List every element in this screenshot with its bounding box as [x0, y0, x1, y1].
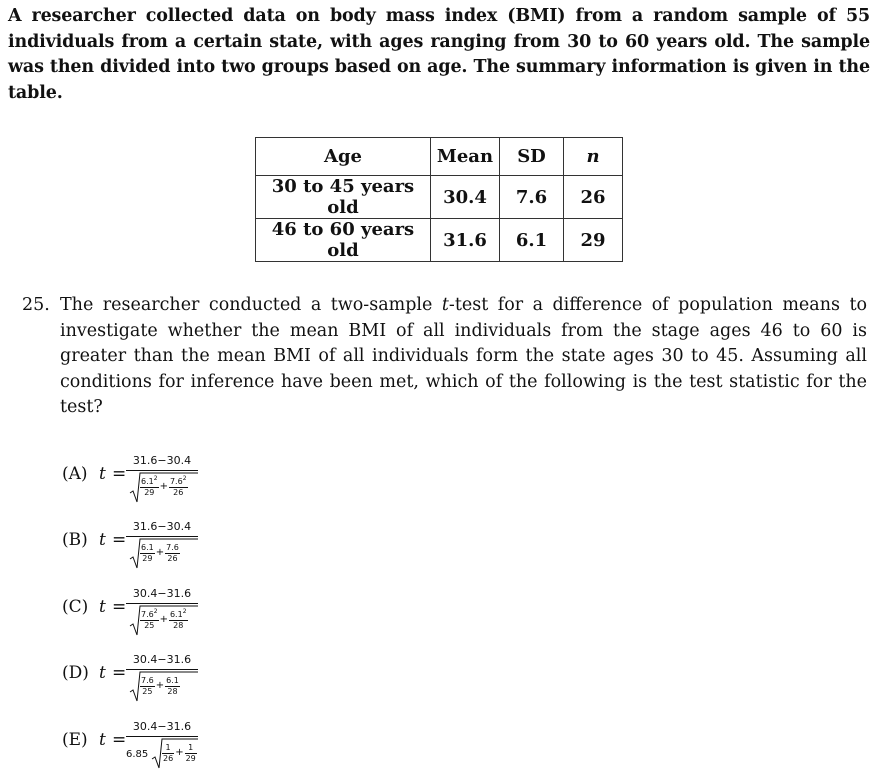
term-a-top: 6.1: [141, 543, 154, 552]
term-a-top: 6.1: [141, 477, 154, 486]
cell-sd: 6.1: [500, 219, 564, 262]
cell-age: 46 to 60 years old: [256, 219, 431, 262]
pooled-coefficient: 6.85: [126, 749, 149, 760]
table-row: [256, 176, 623, 219]
fraction-denominator: [126, 471, 198, 505]
choice-label: (E): [62, 730, 88, 750]
variance-term-b: [169, 607, 188, 631]
variance-term-b: [185, 740, 197, 764]
plus-sign: +: [175, 746, 184, 758]
fraction-numerator: 30.4−31.6: [132, 720, 192, 733]
radicand: [140, 540, 180, 564]
equals-sign: =: [112, 730, 127, 750]
fraction-numerator: 30.4−31.6: [132, 653, 192, 666]
term-a-exponent: 2: [153, 608, 158, 615]
choice-label: (C): [62, 597, 89, 617]
variance-term-b: [165, 673, 180, 697]
variance-term-a: [140, 540, 155, 564]
term-b-top: 7.6: [166, 543, 179, 552]
cell-mean: 30.4: [431, 176, 500, 219]
term-b-exponent: 2: [182, 475, 187, 482]
term-a-exponent: 2: [153, 475, 158, 482]
variance-term-a: [140, 607, 159, 631]
radicand: [140, 673, 180, 697]
answer-choice[interactable]: [62, 653, 262, 717]
fraction-numerator: 30.4−31.6: [132, 587, 192, 600]
fraction-numerator: 31.6−30.4: [132, 520, 192, 533]
cell-mean: 31.6: [431, 219, 500, 262]
plus-sign: +: [155, 546, 165, 558]
header-age: Age: [256, 138, 431, 176]
t-variable: t: [99, 597, 106, 617]
plus-sign: +: [159, 480, 168, 492]
test-statistic-fraction: [126, 587, 198, 638]
answer-choice[interactable]: [62, 587, 262, 651]
term-b-bottom: 28: [173, 621, 184, 630]
term-a-top: 7.6: [141, 676, 154, 685]
term-b-bottom: 29: [185, 754, 196, 763]
variance-term-a: [140, 474, 159, 498]
term-a-bottom: 29: [144, 488, 155, 497]
radicand: [140, 474, 188, 498]
fraction-denominator: [126, 737, 198, 771]
equals-sign: =: [112, 530, 127, 550]
fraction-numerator: 31.6−30.4: [132, 454, 192, 467]
equals-sign: =: [112, 464, 127, 484]
term-b-bottom: 28: [167, 687, 178, 696]
term-a-bottom: 29: [142, 554, 153, 563]
term-b-exponent: 2: [182, 608, 187, 615]
variance-term-b: [165, 540, 180, 564]
cell-sd: 7.6: [500, 176, 564, 219]
question-number: 25.: [22, 295, 50, 315]
term-a-top: 7.6: [141, 610, 154, 619]
term-b-top: 6.1: [169, 610, 183, 619]
term-a-top: 1: [165, 743, 171, 752]
answer-choice[interactable]: [62, 720, 262, 784]
test-statistic-fraction: [126, 520, 198, 571]
summary-table: [255, 137, 623, 262]
term-b-bottom: 26: [167, 554, 178, 563]
question-text-after: -test for a difference of population means to investigate whether the mean BMI of all individuals from the stage ages 46 to 60 is greater than the mean BMI of all individuals form the state ages 30 to 45. Assuming all conditions for inference have been met, which of the following is the test statistic for the test?: [60, 295, 868, 417]
variance-term-a: [162, 740, 174, 764]
radicand: [140, 607, 188, 631]
term-b-top: 7.6: [169, 477, 183, 486]
cell-n: 29: [564, 219, 623, 262]
header-sd: SD: [500, 138, 564, 176]
variance-term-b: [169, 474, 188, 498]
term-a-bottom: 25: [142, 687, 153, 696]
t-variable: t: [99, 730, 106, 750]
plus-sign: +: [155, 679, 165, 691]
plus-sign: +: [159, 613, 168, 625]
term-b-top: 6.1: [166, 676, 179, 685]
header-mean: Mean: [431, 138, 500, 176]
choice-label: (A): [62, 464, 88, 484]
t-variable: t: [99, 530, 106, 550]
radicand: [162, 740, 197, 764]
equals-sign: =: [112, 597, 127, 617]
term-a-bottom: 26: [163, 754, 174, 763]
test-statistic-fraction: [126, 653, 198, 704]
question-text-italic: t: [441, 295, 449, 315]
question-block: [22, 293, 867, 421]
table-header-row: [256, 138, 623, 176]
t-variable: t: [99, 464, 106, 484]
variance-term-a: [140, 673, 155, 697]
choice-label: (D): [62, 663, 89, 683]
t-variable: t: [99, 663, 106, 683]
header-n: n: [564, 138, 623, 176]
answer-choice[interactable]: [62, 454, 262, 518]
term-b-bottom: 26: [173, 488, 184, 497]
term-b-top: 1: [188, 743, 194, 752]
question-text-before: The researcher conducted a two-sample: [60, 295, 442, 315]
test-statistic-fraction: [126, 720, 198, 771]
fraction-denominator: [126, 670, 198, 704]
cell-age: 30 to 45 years old: [256, 176, 431, 219]
choice-label: (B): [62, 530, 88, 550]
test-statistic-fraction: [126, 454, 198, 505]
fraction-denominator: [126, 604, 198, 638]
equals-sign: =: [112, 663, 127, 683]
fraction-denominator: [126, 537, 198, 571]
intro-paragraph: A researcher collected data on body mass index (BMI) from a random sample of 55 individuals from a certain state, with ages ranging from 30 to 60 years old. The sample was then divided into two groups based on age. The summary information is given in the table.: [8, 6, 870, 103]
term-a-bottom: 25: [144, 621, 155, 630]
table-row: [256, 219, 623, 262]
answer-choice[interactable]: [62, 520, 262, 584]
cell-n: 26: [564, 176, 623, 219]
question-text: [60, 293, 867, 421]
